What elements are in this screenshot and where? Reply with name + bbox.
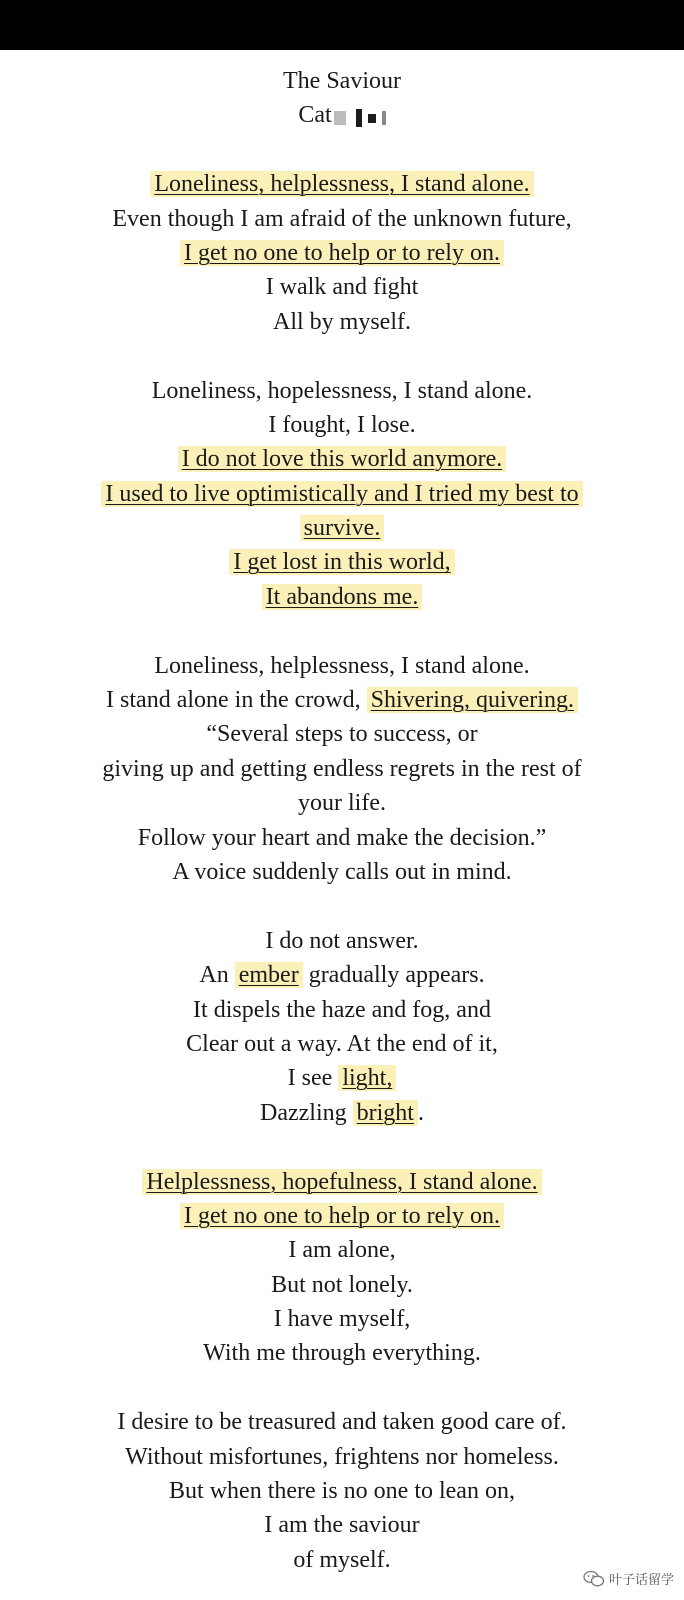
stanza-gap xyxy=(0,1130,684,1164)
poem-line xyxy=(0,408,684,442)
poem-line xyxy=(0,1508,684,1542)
highlighted-text: Loneliness, helplessness, I stand alone. xyxy=(150,171,533,197)
wechat-icon xyxy=(583,1570,605,1588)
poem-line xyxy=(0,1405,684,1439)
line-text: It dispels the haze and fog, and xyxy=(193,996,491,1023)
poem-line xyxy=(0,1543,684,1577)
poem-line xyxy=(0,374,684,408)
highlighted-text: It abandons me. xyxy=(262,584,423,610)
poem-line xyxy=(0,305,684,339)
highlighted-text: survive. xyxy=(300,515,385,541)
poem-line xyxy=(0,477,684,511)
poem-line xyxy=(0,1268,684,1302)
line-text: . xyxy=(417,1099,424,1126)
line-text: A voice suddenly calls out in mind. xyxy=(172,858,512,885)
highlighted-text: I get no one to help or to rely on. xyxy=(180,1203,504,1229)
stanza-gap xyxy=(0,1371,684,1405)
line-text: I am alone, xyxy=(288,1237,396,1264)
stanza-gap xyxy=(0,614,684,648)
poem-line xyxy=(0,236,684,270)
line-text: I desire to be treasured and taken good care of. xyxy=(117,1409,567,1436)
highlighted-text: I get lost in this world, xyxy=(229,549,454,575)
author-redaction xyxy=(334,100,386,134)
highlighted-text: light, xyxy=(338,1065,396,1091)
line-text: Without misfortunes, frightens nor homeless. xyxy=(125,1443,559,1470)
poem-line xyxy=(0,202,684,236)
poem-line xyxy=(0,580,684,614)
line-text: I have myself, xyxy=(273,1306,411,1333)
line-text: All by myself. xyxy=(273,308,411,335)
watermark-text: 叶子话留学 xyxy=(608,1573,674,1588)
poem-line xyxy=(0,752,684,786)
highlighted-text: ember xyxy=(235,962,303,988)
poem-line xyxy=(0,958,684,992)
line-text: “Several steps to success, or xyxy=(206,721,478,748)
poem-line xyxy=(0,1233,684,1267)
line-text: Loneliness, hopelessness, I stand alone. xyxy=(151,377,533,404)
line-text: I fought, I lose. xyxy=(268,411,416,438)
author-name: Cat xyxy=(298,102,332,129)
poem-line xyxy=(0,1199,684,1233)
line-text: Follow your heart and make the decision.” xyxy=(137,824,547,851)
poem-line xyxy=(0,545,684,579)
line-text: But not lonely. xyxy=(271,1271,413,1298)
poem-line xyxy=(0,993,684,1027)
poem-line xyxy=(0,1302,684,1336)
highlighted-text: bright xyxy=(353,1100,418,1126)
poem-title: The Saviour xyxy=(283,68,401,94)
line-text: gradually appears. xyxy=(302,962,485,989)
poem xyxy=(0,64,684,1577)
line-text: Loneliness, helplessness, I stand alone. xyxy=(154,652,530,679)
line-text: An xyxy=(199,962,235,989)
poem-line xyxy=(0,649,684,683)
line-text: Clear out a way. At the end of it, xyxy=(186,1030,498,1057)
poem-author xyxy=(0,98,684,132)
poem-line xyxy=(0,442,684,476)
poem-line xyxy=(0,1027,684,1061)
highlighted-text: Helplessness, hopefulness, I stand alone. xyxy=(142,1169,541,1195)
line-text: I am the saviour xyxy=(264,1512,420,1539)
line-text: of myself. xyxy=(293,1546,391,1573)
top-bar xyxy=(0,0,684,50)
poem-line xyxy=(0,1061,684,1095)
poem-line xyxy=(0,270,684,304)
poem-line xyxy=(0,683,684,717)
stanza-gap xyxy=(0,889,684,923)
watermark xyxy=(583,1569,674,1588)
line-text: Even though I am afraid of the unknown future, xyxy=(112,205,572,232)
poem-line xyxy=(0,855,684,889)
poem-line xyxy=(0,717,684,751)
poem-line xyxy=(0,1165,684,1199)
highlighted-text: Shivering, quivering. xyxy=(367,687,578,713)
highlighted-text: I do not love this world anymore. xyxy=(178,446,507,472)
poem-line xyxy=(0,1474,684,1508)
line-text: I do not answer. xyxy=(265,927,419,954)
line-text: your life. xyxy=(298,790,386,817)
poem-line xyxy=(0,1336,684,1370)
line-text: giving up and getting endless regrets in the rest of xyxy=(102,755,582,782)
highlighted-text: I used to live optimistically and I tried my best to xyxy=(101,481,582,507)
line-text: Dazzling xyxy=(260,1099,353,1126)
poem-line xyxy=(0,511,684,545)
stanzas xyxy=(0,167,684,1577)
line-text: I walk and fight xyxy=(265,274,419,301)
poem-line xyxy=(0,821,684,855)
poem-line xyxy=(0,167,684,201)
poem-line xyxy=(0,1096,684,1130)
poem-line xyxy=(0,1440,684,1474)
line-text: With me through everything. xyxy=(203,1340,481,1367)
stanza-gap xyxy=(0,133,684,167)
poem-line xyxy=(0,924,684,958)
line-text: I stand alone in the crowd, xyxy=(106,687,367,714)
poem-line xyxy=(0,786,684,820)
stanza-gap xyxy=(0,339,684,373)
line-text: I see xyxy=(287,1065,339,1092)
line-text: But when there is no one to lean on, xyxy=(169,1478,515,1505)
highlighted-text: I get no one to help or to rely on. xyxy=(180,240,504,266)
